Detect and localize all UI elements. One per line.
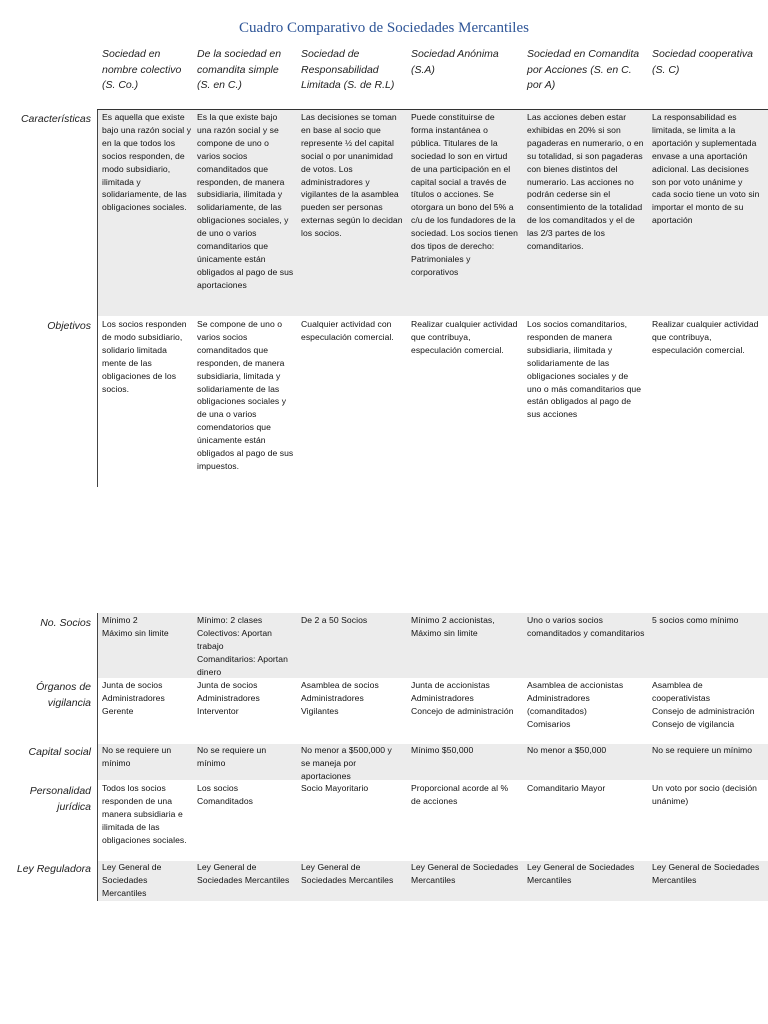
table-cell: Comanditario Mayor (527, 783, 606, 793)
table-cell: No se requiere un mínimo (197, 745, 267, 768)
table-cell: Es aquella que existe bajo una razón social y en la que todos los socios responden, de modo subsidiario, ilimitada y solidariamente, de las obligaciones sociales. (102, 112, 192, 213)
table-row (0, 679, 768, 743)
table-cell: Junta de accionistas Administradores Concejo de administración (411, 680, 514, 716)
column-header-row (0, 47, 768, 109)
row-label: No. Socios (40, 617, 91, 629)
column-divider (97, 613, 98, 901)
column-header: Sociedad Anónima (S.A) (411, 48, 499, 76)
table-cell: Los socios Comanditados (197, 783, 254, 806)
table-cell: Uno o varios socios comanditados y comanditarios (527, 615, 645, 638)
table-cell: Ley General de Sociedades Mercantiles (652, 862, 760, 885)
table-cell: Proporcional acorde al % de acciones (411, 783, 509, 806)
table-cell: Ley General de Sociedades Mercantiles (527, 862, 635, 885)
table-cell: Realizar cualquier actividad que contribuya, especulación comercial. (411, 319, 518, 355)
table-cell: No se requiere un mínimo (102, 745, 172, 768)
table-row (0, 861, 768, 901)
table-row (0, 317, 768, 487)
table-cell: Las decisiones se toman en base al socio que represente ½ del capital social o por unanimidad de votos. Los administradores y vigilantes de la asamblea pueden ser personas externas según lo decidan los socios. (301, 112, 403, 239)
table-cell: Los socios responden de modo subsidiario, solidario limitada mente de las obligaciones de los socios. (102, 319, 187, 394)
table-cell: La responsabilidad es limitada, se limita a la aportación y suplementada envase a una aportación adicional. Las decisiones son por voto unánime y cada socio tiene un voto sin importar el monto de su aportación (652, 112, 760, 226)
table-cell: Asamblea de socios Administradores Vigilantes (301, 680, 379, 716)
table-cell: Asamblea de cooperativistas Consejo de administración Consejo de vigilancia (652, 680, 755, 729)
table-cell: Realizar cualquier actividad que contribuya, especulación comercial. (652, 319, 759, 355)
row-label: Órganos de vigilancia (36, 681, 91, 709)
table-cell: De 2 a 50 Socios (301, 615, 368, 625)
table-cell: Mínimo 2 Máximo sin limite (102, 615, 169, 638)
table-cell: Junta de socios Administradores Gerente (102, 680, 165, 716)
table-row (0, 744, 768, 780)
table-cell: Mínimo: 2 clases Colectivos: Aportan trabajo Comanditarios: Aportan dinero (197, 615, 288, 677)
table-cell: Puede constituirse de forma instantánea o pública. Titulares de la sociedad lo son en virtud de una participación en el capital social a través de títulos o acciones. Se otorgara un bono del 5% a c/u de los fundadores de la sociedad. Los socios tienen dos tipos de derecho: Patrimoniales y corporativos (411, 112, 518, 277)
column-header: De la sociedad en comandita simple (S. en C.) (197, 48, 282, 91)
table-cell: Mínimo 2 accionistas, Máximo sin limite (411, 615, 495, 638)
table-row (0, 782, 768, 860)
table-cell: No se requiere un mínimo (652, 745, 753, 755)
table-row (0, 110, 768, 316)
table-cell: Socio Mayoritario (301, 783, 369, 793)
column-header: Sociedad cooperativa (S. C) (652, 48, 753, 76)
table-cell: Cualquier actividad con especulación comercial. (301, 319, 394, 342)
table-cell: Se compone de uno o varios socios comanditados que responden, de manera subsidiaria, limitada y solidariamente de las obligaciones sociales y de una o varios comendatorios que únicamente están obligados al pago de sus impuestos. (197, 319, 294, 471)
row-label: Personalidad jurídica (29, 785, 91, 813)
table-cell: Ley General de Sociedades Mercantiles (301, 862, 394, 885)
page-title: Cuadro Comparativo de Sociedades Mercantiles (239, 20, 529, 36)
row-label: Objetivos (47, 320, 91, 332)
table-cell: Junta de socios Administradores Interventor (197, 680, 260, 716)
table-cell: Ley General de Sociedades Mercantiles (197, 862, 290, 885)
table-row (0, 613, 768, 678)
column-header: Sociedad en Comandita por Acciones (S. en C. por A) (527, 48, 640, 91)
table-cell: Todos los socios responden de una manera subsidiaria e ilimitada de las obligaciones sociales. (102, 783, 187, 845)
row-label: Características (20, 113, 91, 125)
table-cell: No menor a $500,000 y se maneja por aportaciones (301, 745, 392, 781)
table-cell: Asamblea de accionistas Administradores (comanditados) Comisarios (527, 680, 624, 729)
row-label: Ley Reguladora (16, 863, 91, 875)
column-header: Sociedad de Responsabilidad Limitada (S. de R.L) (301, 48, 395, 91)
table-cell: Las acciones deben estar exhibidas en 20% si son pagaderas en numerario, o en su totalidad, si son pagaderas con bienes distintos del numerario. Las acciones no podrán cederse sin el consentimiento de la totalidad de los comanditados y el de las 2/3 partes de los comanditarios. (527, 112, 644, 252)
table-cell: 5 socios como mínimo (652, 615, 739, 625)
table-cell: Ley General de Sociedades Mercantiles (411, 862, 519, 885)
table-cell: Ley General de Sociedades Mercantiles (102, 862, 162, 898)
column-divider (97, 110, 98, 487)
column-header: Sociedad en nombre colectivo (S. Co.) (102, 48, 182, 91)
table-cell: No menor a $50,000 (527, 745, 607, 755)
table-cell: Un voto por socio (decisión unánime) (652, 783, 758, 806)
row-label: Capital social (28, 746, 91, 758)
table-cell: Los socios comanditarios, responden de manera subsidiaria, ilimitada y solidariamente de las obligaciones sociales y de uno o más comanditarios que están obligados al pago de sus acciones (527, 319, 642, 420)
table-cell: Mínimo $50,000 (411, 745, 474, 755)
table-cell: Es la que existe bajo una razón social y se compone de uno o varios socios comanditados que responden, de manera subsidiaria, ilimitada y solidariamente, de las obligaciones sociales, y de uno o varios comanditarios que únicamente están obligados al pago de sus aportaciones (197, 112, 294, 290)
